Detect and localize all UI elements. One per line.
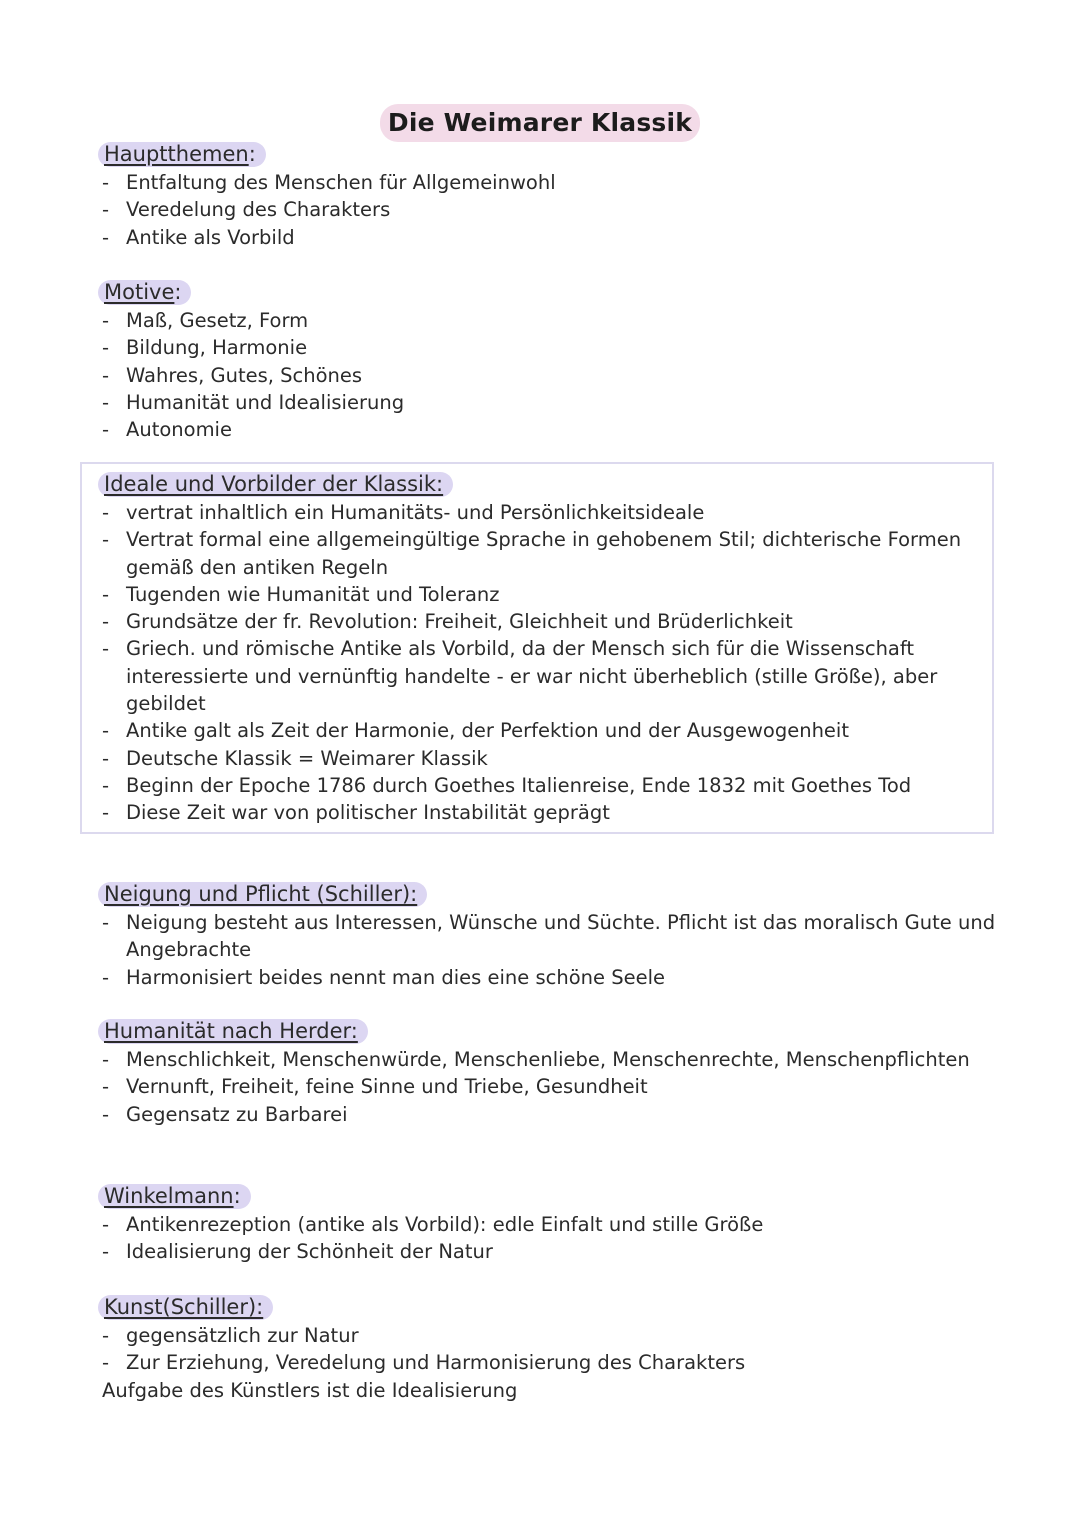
page-title-text: Die Weimarer Klassik (380, 104, 700, 142)
list-item: - Menschlichkeit, Menschenwürde, Menschenliebe, Menschenrechte, Menschenpflichten (102, 1048, 970, 1071)
bullet-list (98, 307, 998, 443)
list-item: - Zur Erziehung, Veredelung und Harmonisierung des Charakters (102, 1351, 746, 1375)
list-item: - Neigung besteht aus Interessen, Wünsche und Süchte. Pflicht ist das moralisch Gute und Angebrachte (102, 911, 996, 962)
page-title (0, 104, 1080, 145)
list-item: - Antike als Vorbild (102, 225, 295, 249)
section-motive (98, 280, 998, 443)
section-ideale (98, 472, 978, 827)
list-item: - Deutsche Klassik = Weimarer Klassik (102, 746, 488, 770)
list-item: - Vernunft, Freiheit, feine Sinne und Triebe, Gesundheit (102, 1075, 648, 1099)
section-kunst-schiller (98, 1295, 998, 1404)
list-item: - Maß, Gesetz, Form (102, 309, 309, 332)
list-item: - Harmonisiert beides nennt man dies eine schöne Seele (102, 965, 666, 989)
bullet-list (98, 909, 998, 991)
list-item: - Wahres, Gutes, Schönes (102, 363, 363, 387)
list-item: - Diese Zeit war von politischer Instabilität geprägt (102, 801, 610, 825)
list-item: - Griech. und römische Antike als Vorbild, da der Mensch sich für die Wissenschaft interessierte und vernünftig handelte - er war nicht überheblich (stille Größe), aber gebildet (102, 637, 938, 716)
list-item: - Gegensatz zu Barbarei (102, 1102, 348, 1126)
section-heading: Kunst(Schiller): (98, 1295, 273, 1320)
list-item: - Humanität und Idealisierung (102, 390, 405, 414)
list-item: - gegensätzlich zur Natur (102, 1324, 359, 1347)
section-heading: Ideale und Vorbilder der Klassik: (98, 472, 453, 497)
section-heading: Motive: (98, 280, 191, 305)
bullet-list (98, 169, 998, 251)
section-hauptthemen (98, 142, 998, 251)
section-heading: Hauptthemen: (98, 142, 266, 167)
list-item: - Tugenden wie Humanität und Toleranz (102, 582, 500, 606)
section-neigung-pflicht (98, 882, 998, 991)
bullet-list (98, 1211, 998, 1266)
bullet-list (98, 1322, 998, 1377)
list-item: - Beginn der Epoche 1786 durch Goethes Italienreise, Ende 1832 mit Goethes Tod (102, 773, 912, 797)
list-item: - Veredelung des Charakters (102, 198, 391, 222)
section-heading: Humanität nach Herder: (98, 1019, 368, 1044)
note-text: Aufgabe des Künstlers ist die Idealisierung (102, 1378, 518, 1402)
section-winkelmann (98, 1184, 998, 1266)
list-item: - Autonomie (102, 418, 232, 442)
section-heading: Winkelmann: (98, 1184, 251, 1209)
list-item: - Entfaltung des Menschen für Allgemeinwohl (102, 171, 556, 194)
list-item: - Grundsätze der fr. Revolution: Freiheit, Gleichheit und Brüderlichkeit (102, 610, 793, 634)
list-item: - Idealisierung der Schönheit der Natur (102, 1240, 493, 1264)
list-item: - Antike galt als Zeit der Harmonie, der Perfektion und der Ausgewogenheit (102, 719, 849, 743)
list-item: - vertrat inhaltlich ein Humanitäts- und Persönlichkeitsideale (102, 501, 705, 524)
list-item: - Vertrat formal eine allgemeingültige Sprache in gehobenem Stil; dichterische Formen gemäß den antiken Regeln (102, 528, 962, 579)
list-item: - Antikenrezeption (antike als Vorbild): edle Einfalt und stille Größe (102, 1213, 764, 1236)
section-humanitaet-herder (98, 1019, 998, 1128)
bullet-list (98, 499, 978, 827)
list-item: - Bildung, Harmonie (102, 336, 308, 360)
bullet-list (98, 1046, 998, 1128)
section-heading: Neigung und Pflicht (Schiller): (98, 882, 427, 907)
